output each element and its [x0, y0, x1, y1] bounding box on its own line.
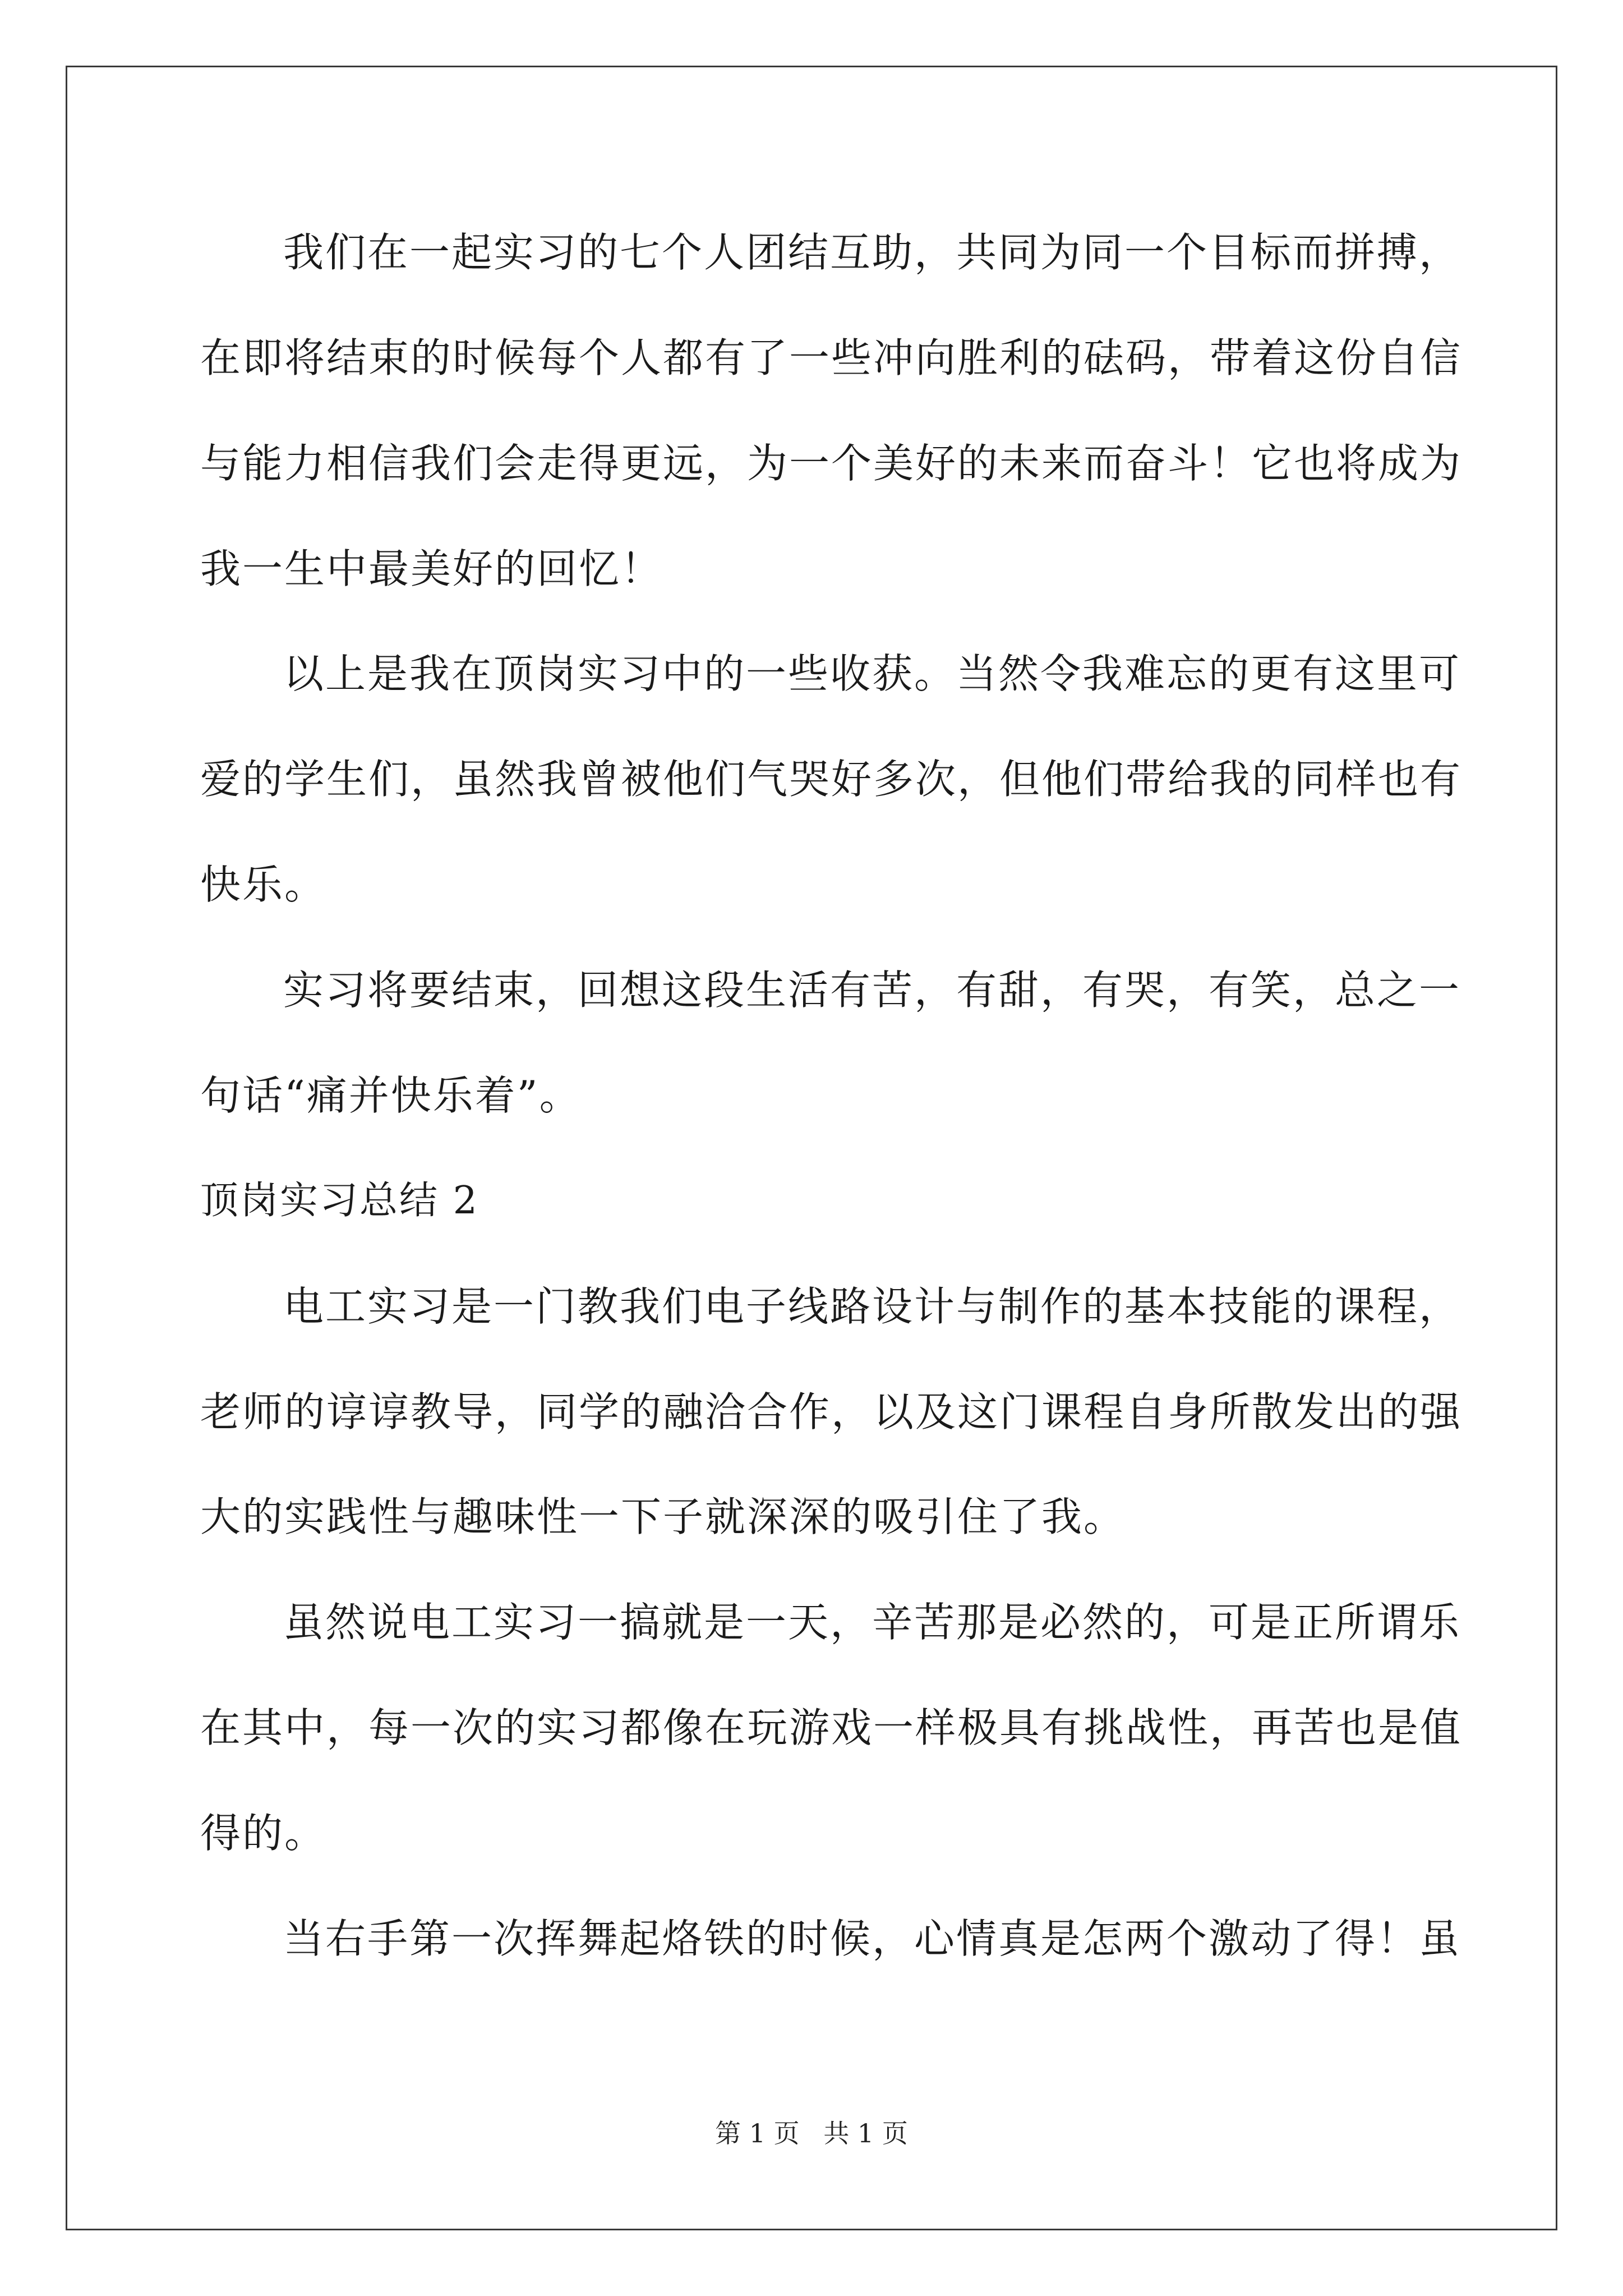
- paragraph-line: 在其中，每一次的实习都像在玩游戏一样极具有挑战性，再苦也是值: [200, 1704, 1463, 1751]
- paragraph-line: 句话“痛并快乐着”。: [200, 1072, 582, 1119]
- paragraph-line: 快乐。: [200, 861, 327, 908]
- paragraph-line: 我们在一起实习的七个人团结互助，共同为同一个目标而拼搏，: [283, 229, 1461, 276]
- paragraph-line: 在即将结束的时候每个人都有了一些冲向胜利的砝码，带着这份自信: [200, 334, 1463, 381]
- paragraph-line: 老师的谆谆教导，同学的融洽合作，以及这门课程自身所散发出的强: [200, 1388, 1463, 1435]
- paragraph-line: 当右手第一次挥舞起烙铁的时候，心情真是怎两个激动了得！虽: [283, 1915, 1461, 1962]
- paragraph-line: 电工实习是一门教我们电子线路设计与制作的基本技能的课程，: [283, 1283, 1461, 1330]
- paragraph-line: 虽然说电工实习一搞就是一天，辛苦那是必然的，可是正所谓乐: [283, 1599, 1461, 1646]
- paragraph-line: 爱的学生们，虽然我曾被他们气哭好多次，但他们带给我的同样也有: [200, 756, 1463, 803]
- paragraph-line: 实习将要结束，回想这段生活有苦，有甜，有哭，有笑，总之一: [283, 967, 1461, 1014]
- paragraph-line: 与能力相信我们会走得更远，为一个美好的未来而奋斗！它也将成为: [200, 440, 1463, 487]
- paragraph-line: 得的。: [200, 1810, 327, 1857]
- page-footer: [0, 2119, 1623, 2147]
- paragraph-line: 以上是我在顶岗实习中的一些收获。当然令我难忘的更有这里可: [283, 650, 1461, 697]
- page-total: 共 1 页: [823, 2118, 908, 2148]
- paragraph-line: 大的实践性与趣味性一下子就深深的吸引住了我。: [200, 1493, 1126, 1540]
- page-number: 第 1 页: [715, 2118, 800, 2148]
- page-border: [66, 66, 1557, 2230]
- paragraph-line: 我一生中最美好的回忆！: [200, 545, 663, 592]
- section-heading: 顶岗实习总结 2: [200, 1179, 479, 1223]
